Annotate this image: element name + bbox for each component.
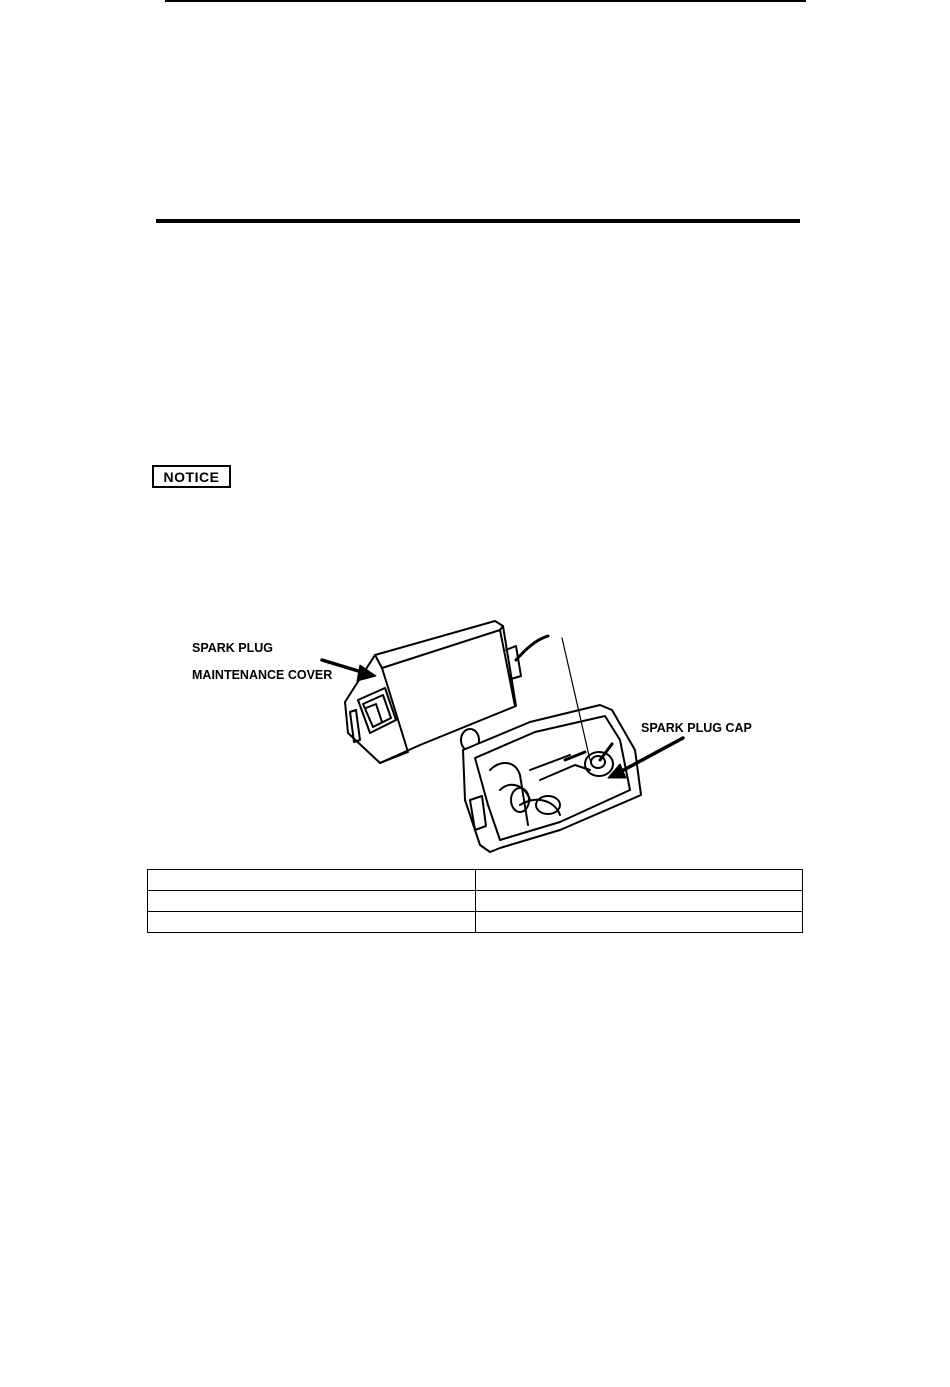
table-cell <box>148 891 476 912</box>
maintenance-cover-label: MAINTENANCE COVER <box>192 668 333 682</box>
table-cell <box>475 912 803 933</box>
spark-plug-cap-label: SPARK PLUG CAP <box>641 721 752 735</box>
table-row <box>148 912 803 933</box>
table-row <box>148 870 803 891</box>
section-divider <box>156 219 800 223</box>
table-cell <box>475 870 803 891</box>
table-cell <box>148 870 476 891</box>
table-cell <box>475 891 803 912</box>
table-cell <box>148 912 476 933</box>
top-rule <box>165 0 806 2</box>
spark-plug-label: SPARK PLUG <box>192 641 274 655</box>
table-row <box>148 891 803 912</box>
notice-label: NOTICE <box>152 465 231 488</box>
spec-table <box>147 869 803 933</box>
